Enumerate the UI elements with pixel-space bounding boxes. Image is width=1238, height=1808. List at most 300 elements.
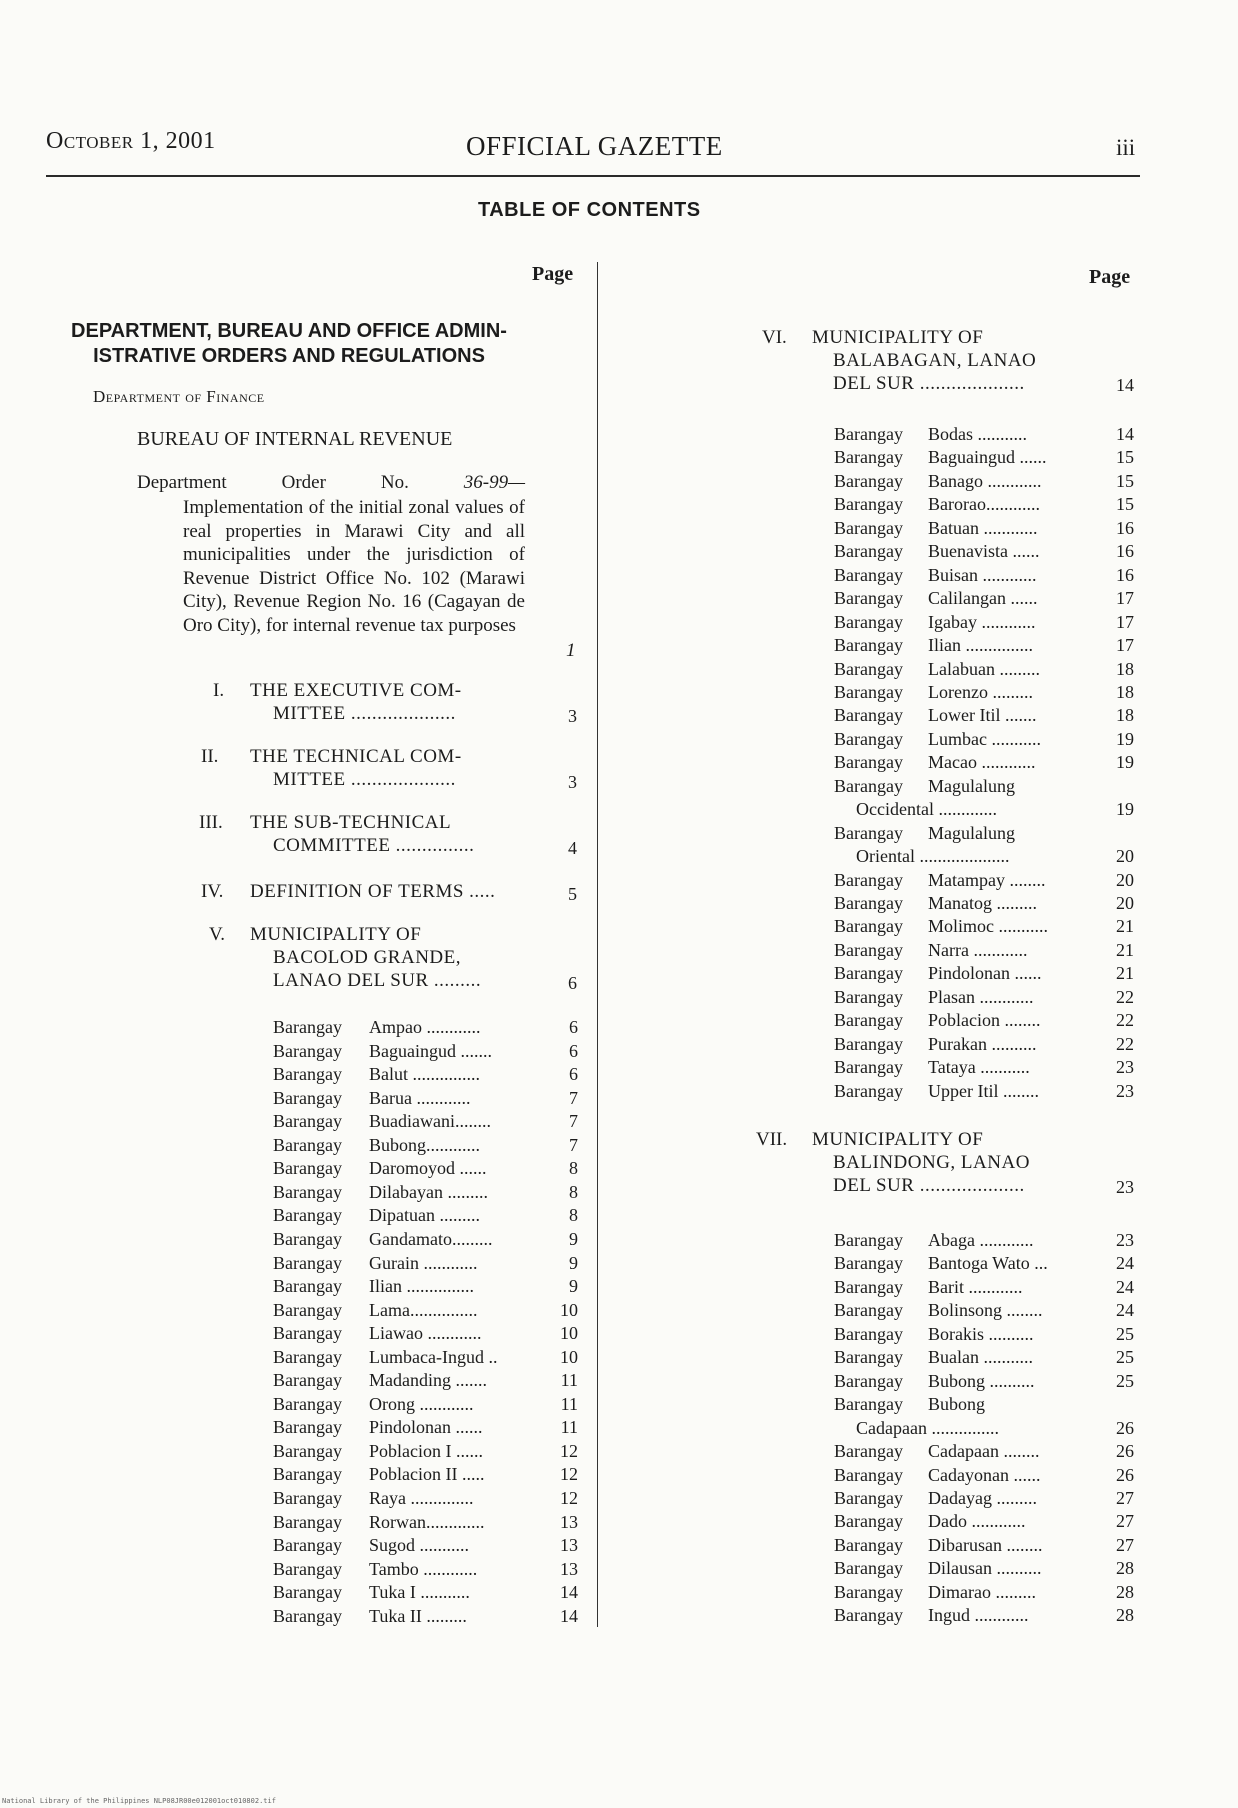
barangay-name: Bubong: [928, 1394, 986, 1415]
barangay-page: 9: [569, 1228, 578, 1249]
barangay-name-cont: Oriental ....................: [856, 846, 1010, 867]
barangay-word: Barangay: [273, 1370, 342, 1391]
section-title-line: BALABAGAN, LANAO: [833, 350, 1037, 371]
left-barangay-row: [273, 1487, 580, 1510]
item-numeral: II.: [201, 746, 219, 767]
barangay-word: Barangay: [834, 1276, 903, 1297]
barangay-word: Barangay: [834, 939, 903, 960]
barangay-page: 26: [1116, 1441, 1134, 1462]
barangay-word: Barangay: [834, 470, 903, 491]
barangay-word: Barangay: [834, 1511, 903, 1532]
barangay-word: Barangay: [834, 775, 903, 796]
balindong-barangay-row: [834, 1487, 1136, 1510]
barangay-name: Lalabuan .........: [928, 658, 1040, 679]
barangay-name: Dipatuan .........: [369, 1205, 480, 1226]
barangay-word: Barangay: [834, 517, 903, 538]
barangay-name: Dilausan ..........: [928, 1558, 1042, 1579]
barangay-page: 20: [1116, 869, 1134, 890]
barangay-name: Barit ............: [928, 1276, 1023, 1297]
barangay-page: 22: [1116, 1010, 1134, 1031]
barangay-word: Barangay: [834, 1010, 903, 1031]
toc-title: TABLE OF CONTENTS: [478, 199, 701, 221]
bureau-name: BUREAU OF INTERNAL REVENUE: [137, 428, 453, 450]
barangay-page: 7: [569, 1087, 578, 1108]
barangay-word: Barangay: [834, 1581, 903, 1602]
barangay-page: 24: [1116, 1253, 1134, 1274]
balabagan-barangay-row: [834, 540, 1136, 563]
barangay-name: Ampao ............: [369, 1017, 481, 1037]
item-title-line: MITTEE ....................: [273, 703, 456, 724]
barangay-name: Purakan ..........: [928, 1033, 1037, 1054]
barangay-name: Dadayag .........: [928, 1487, 1037, 1508]
barangay-word: Barangay: [273, 1181, 342, 1202]
balabagan-barangay-row: [834, 986, 1136, 1009]
balabagan-barangay-row: [834, 658, 1136, 681]
barangay-word: Barangay: [834, 728, 903, 749]
barangay-name: Bubong ..........: [928, 1370, 1035, 1391]
balabagan-barangay-row: [834, 634, 1136, 657]
barangay-word: Barangay: [834, 752, 903, 773]
scan-footer: National Library of the Philippines NLP08JR00e012001oct010802.tif: [2, 1797, 276, 1805]
balabagan-barangay-row: [834, 751, 1136, 774]
barangay-page: 28: [1116, 1581, 1134, 1602]
barangay-word: Barangay: [273, 1276, 342, 1297]
barangay-word: Barangay: [834, 986, 903, 1007]
item-title-line: DEFINITION OF TERMS .....: [250, 881, 496, 902]
barangay-word: Barangay: [834, 1253, 903, 1274]
barangay-word: Barangay: [834, 494, 903, 515]
barangay-page: 10: [560, 1323, 578, 1344]
barangay-word: Barangay: [834, 1033, 903, 1054]
barangay-name: Calilangan ......: [928, 588, 1038, 609]
barangay-page: 27: [1116, 1511, 1134, 1532]
left-barangay-row: [273, 1463, 580, 1486]
left-barangay-row: [273, 1393, 580, 1416]
item-page: 4: [568, 838, 577, 858]
balindong-barangay-row: [834, 1557, 1136, 1580]
balabagan-barangay-row: [834, 587, 1136, 610]
barangay-word: Barangay: [273, 1205, 342, 1226]
header-rule: [46, 175, 1140, 177]
barangay-name: Pindolonan ......: [369, 1417, 483, 1438]
barangay-name: Baguaingud .......: [369, 1040, 492, 1061]
balabagan-barangay-row: [834, 939, 1136, 962]
barangay-name: Lorenzo .........: [928, 681, 1033, 702]
barangay-word: Barangay: [834, 1057, 903, 1078]
barangay-word: Barangay: [273, 1511, 342, 1532]
barangay-name: Molimoc ...........: [928, 916, 1048, 937]
balabagan-barangay-row: [834, 423, 1136, 446]
barangay-name: Narra ............: [928, 939, 1028, 960]
barangay-name: Borakis ..........: [928, 1323, 1034, 1344]
barangay-word: Barangay: [834, 1323, 903, 1344]
barangay-page: 13: [560, 1511, 578, 1532]
barangay-name: Bolinsong ........: [928, 1300, 1043, 1321]
barangay-word: Barangay: [273, 1346, 342, 1367]
barangay-name: Magulalung: [928, 822, 1015, 843]
barangay-name: Rorwan.............: [369, 1511, 485, 1532]
barangay-page: 17: [1116, 611, 1134, 632]
order-title-line: [137, 472, 525, 494]
barangay-page: 23: [1116, 1057, 1134, 1078]
barangay-page: 16: [1116, 517, 1134, 538]
barangay-name: Buadiawani........: [369, 1111, 491, 1132]
left-barangay-row: [273, 1416, 580, 1439]
item-title-line: COMMITTEE ...............: [273, 835, 475, 856]
balabagan-barangay-row: [834, 775, 1136, 798]
barangay-word: Barangay: [273, 1040, 342, 1061]
barangay-word: Barangay: [273, 1087, 342, 1108]
barangay-page: 11: [560, 1417, 578, 1438]
item-numeral: I.: [213, 680, 225, 701]
balabagan-barangay-row: [834, 446, 1136, 469]
barangay-word: Barangay: [273, 1417, 342, 1438]
barangay-name: Pindolonan ......: [928, 963, 1042, 984]
barangay-name: Cadayonan ......: [928, 1464, 1041, 1485]
barangay-name: Dibarusan ........: [928, 1534, 1043, 1555]
barangay-name: Cadapaan ........: [928, 1441, 1040, 1462]
barangay-word: Barangay: [834, 1534, 903, 1555]
barangay-page: 21: [1116, 916, 1134, 937]
section-page: 23: [1116, 1177, 1134, 1197]
balindong-barangay-row: [834, 1276, 1136, 1299]
barangay-name-cont: Cadapaan ...............: [856, 1417, 999, 1438]
barangay-name: Liawao ............: [369, 1323, 482, 1344]
barangay-word: Barangay: [273, 1488, 342, 1508]
left-barangay-row: [273, 1558, 580, 1581]
barangay-name: Tuka I ...........: [369, 1582, 470, 1603]
left-barangay-row: [273, 1040, 580, 1063]
barangay-name: Ilian ...............: [369, 1276, 474, 1297]
barangay-page: 8: [569, 1181, 578, 1202]
left-barangay-row: [273, 1134, 580, 1157]
barangay-name: Lumbac ...........: [928, 728, 1041, 749]
barangay-name: Daromoyod ......: [369, 1158, 487, 1179]
barangay-page: 9: [569, 1252, 578, 1273]
column-divider: [597, 262, 598, 1627]
barangay-page: 12: [560, 1440, 578, 1461]
balindong-barangay-row: [834, 1464, 1136, 1487]
left-barangay-row: [273, 1581, 580, 1604]
left-barangay-row: [273, 1181, 580, 1204]
left-barangay-row: [273, 1252, 580, 1275]
balabagan-barangay-row: [834, 728, 1136, 751]
barangay-name: Dado ............: [928, 1511, 1026, 1532]
left-barangay-row: [273, 1157, 580, 1180]
barangay-page: 25: [1116, 1323, 1134, 1344]
section-numeral: VII.: [756, 1129, 788, 1150]
barangay-page: 14: [560, 1605, 578, 1626]
balindong-barangay-row: [834, 1510, 1136, 1533]
item-title-line: THE TECHNICAL COM-: [250, 746, 462, 767]
left-barangay-row: [273, 1228, 580, 1251]
barangay-name: Batuan ............: [928, 517, 1038, 538]
barangay-word: Barangay: [834, 1347, 903, 1368]
barangay-word: Barangay: [273, 1299, 342, 1320]
order-description: Implementation of the initial zonal values of real properties in Marawi City and all municipalities under the jurisdiction of Revenue District Office No. 102 (Marawi City), Revenue Region No. 16 (Cagayan de Oro City), for internal revenue tax purposes: [183, 497, 525, 636]
barangay-name: Bantoga Wato ...: [928, 1253, 1048, 1274]
balindong-barangay-row: [834, 1370, 1136, 1393]
balindong-barangay-row: [834, 1604, 1136, 1627]
balabagan-barangay-row: [834, 493, 1136, 516]
balindong-barangay-row: [834, 1299, 1136, 1322]
item-numeral: V.: [209, 924, 226, 945]
balindong-barangay-row: [834, 1252, 1136, 1275]
barangay-name: Ingud ............: [928, 1605, 1029, 1626]
barangay-name: Raya ..............: [369, 1488, 474, 1508]
barangay-page: 6: [569, 1017, 578, 1037]
barangay-word: Barangay: [834, 1230, 903, 1250]
barangay-name: Abaga ............: [928, 1230, 1034, 1250]
barangay-page: 19: [1116, 799, 1134, 820]
barangay-page: 15: [1116, 470, 1134, 491]
barangay-page: 11: [560, 1393, 578, 1414]
balabagan-barangay-row: [834, 892, 1136, 915]
balabagan-barangay-row: [834, 681, 1136, 704]
balindong-barangay-row: [834, 1323, 1136, 1346]
order-word-1: Department: [137, 472, 227, 493]
left-page-label: Page: [532, 263, 574, 285]
item-title-line: THE SUB-TECHNICAL: [250, 812, 452, 833]
barangay-page: 21: [1116, 963, 1134, 984]
barangay-word: Barangay: [273, 1464, 342, 1485]
barangay-name: Buenavista ......: [928, 541, 1040, 562]
left-barangay-row: [273, 1087, 580, 1110]
item-page: 3: [568, 772, 577, 792]
barangay-page: 22: [1116, 1033, 1134, 1054]
barangay-page: 20: [1116, 893, 1134, 913]
balabagan-barangay-row: [834, 1080, 1136, 1103]
balabagan-barangay-row: [834, 470, 1136, 493]
barangay-word: Barangay: [834, 564, 903, 585]
barangay-name: Orong ............: [369, 1393, 474, 1414]
barangay-page: 28: [1116, 1558, 1134, 1579]
balindong-barangay-row-cont: [834, 1417, 1136, 1440]
barangay-name: Lama...............: [369, 1299, 478, 1320]
barangay-name: Balut ...............: [369, 1064, 480, 1085]
section-title-line: BALINDONG, LANAO: [833, 1152, 1030, 1173]
left-barangay-row: [273, 1275, 580, 1298]
balindong-barangay-row: [834, 1229, 1136, 1252]
balabagan-barangay-row: [834, 611, 1136, 634]
section-heading: DEPARTMENT, BUREAU AND OFFICE ADMIN-ISTRATIVE ORDERS AND REGULATIONS: [71, 320, 507, 367]
barangay-word: Barangay: [834, 541, 903, 562]
left-barangay-row: [273, 1534, 580, 1557]
balabagan-barangay-row-cont: [834, 845, 1136, 868]
balabagan-barangay-row: [834, 915, 1136, 938]
barangay-word: Barangay: [834, 963, 903, 984]
section-title-line: MUNICIPALITY OF: [812, 327, 984, 348]
balabagan-barangay-row: [834, 1009, 1136, 1032]
barangay-word: Barangay: [834, 635, 903, 656]
balabagan-barangay-row-cont: [834, 798, 1136, 821]
department-name: Department of Finance: [93, 387, 265, 406]
barangay-name: Matampay ........: [928, 869, 1046, 890]
barangay-word: Barangay: [273, 1535, 342, 1556]
barangay-page: 10: [560, 1346, 578, 1367]
barangay-word: Barangay: [834, 822, 903, 843]
order-number: 36-99—: [463, 472, 525, 493]
balabagan-barangay-row: [834, 564, 1136, 587]
barangay-page: 7: [569, 1111, 578, 1132]
right-page-label: Page: [1089, 266, 1131, 288]
barangay-word: Barangay: [273, 1252, 342, 1273]
barangay-page: 25: [1116, 1347, 1134, 1368]
item-title-line: BACOLOD GRANDE,: [273, 947, 461, 968]
barangay-page: 19: [1116, 728, 1134, 749]
barangay-word: Barangay: [834, 424, 903, 444]
barangay-name: Magulalung: [928, 775, 1015, 796]
barangay-page: 27: [1116, 1534, 1134, 1555]
barangay-word: Barangay: [273, 1440, 342, 1461]
left-barangay-row: [273, 1016, 580, 1039]
barangay-page: 26: [1116, 1464, 1134, 1485]
barangay-name: Madanding .......: [369, 1370, 487, 1391]
left-barangay-row: [273, 1299, 580, 1322]
barangay-name: Bodas ...........: [928, 424, 1027, 444]
barangay-page: 28: [1116, 1605, 1134, 1626]
barangay-name: Lower Itil .......: [928, 705, 1037, 726]
barangay-name: Upper Itil ........: [928, 1080, 1039, 1101]
barangay-word: Barangay: [834, 1558, 903, 1579]
barangay-page: 14: [560, 1582, 578, 1603]
barangay-word: Barangay: [834, 1605, 903, 1626]
barangay-page: 17: [1116, 635, 1134, 656]
balindong-barangay-row: [834, 1393, 1136, 1416]
barangay-word: Barangay: [834, 447, 903, 468]
barangay-page: 8: [569, 1158, 578, 1179]
balabagan-barangay-row: [834, 1056, 1136, 1079]
barangay-page: 23: [1116, 1230, 1134, 1250]
barangay-word: Barangay: [834, 588, 903, 609]
barangay-page: 6: [569, 1040, 578, 1061]
barangay-word: Barangay: [273, 1158, 342, 1179]
section-numeral: VI.: [762, 327, 787, 348]
barangay-name: Poblacion II .....: [369, 1464, 485, 1485]
barangay-page: 13: [560, 1535, 578, 1556]
item-numeral: IV.: [201, 881, 224, 902]
barangay-word: Barangay: [834, 611, 903, 632]
barangay-page: 21: [1116, 939, 1134, 960]
barangay-page: 8: [569, 1205, 578, 1226]
barangay-word: Barangay: [273, 1605, 342, 1626]
balabagan-barangay-row: [834, 1033, 1136, 1056]
item-page: 3: [568, 706, 577, 726]
barangay-word: Barangay: [273, 1582, 342, 1603]
barangay-page: 18: [1116, 658, 1134, 679]
left-barangay-row: [273, 1346, 580, 1369]
barangay-page: 12: [560, 1488, 578, 1508]
barangay-name: Igabay ............: [928, 611, 1036, 632]
left-barangay-row: [273, 1063, 580, 1086]
item-title-line: MITTEE ....................: [273, 769, 456, 790]
barangay-word: Barangay: [834, 705, 903, 726]
balabagan-barangay-row: [834, 822, 1136, 845]
section-title-line: DEL SUR ....................: [833, 373, 1025, 394]
barangay-word: Barangay: [834, 1080, 903, 1101]
barangay-word: Barangay: [273, 1134, 342, 1155]
barangay-page: 6: [569, 1064, 578, 1085]
item-title-line: LANAO DEL SUR .........: [273, 970, 482, 991]
barangay-page: 10: [560, 1299, 578, 1320]
barangay-word: Barangay: [834, 893, 903, 913]
barangay-word: Barangay: [273, 1558, 342, 1579]
balabagan-barangay-row: [834, 517, 1136, 540]
item-page: 5: [568, 884, 577, 904]
barangay-page: 24: [1116, 1300, 1134, 1321]
publication-title: OFFICIAL GAZETTE: [466, 131, 723, 161]
barangay-word: Barangay: [834, 1370, 903, 1391]
barangay-name: Poblacion ........: [928, 1010, 1041, 1031]
barangay-page: 15: [1116, 447, 1134, 468]
barangay-name: Baguaingud ......: [928, 447, 1047, 468]
barangay-word: Barangay: [273, 1064, 342, 1085]
barangay-page: 14: [1116, 424, 1134, 444]
barangay-page: 13: [560, 1558, 578, 1579]
left-barangay-row: [273, 1605, 580, 1628]
barangay-name: Dilabayan .........: [369, 1181, 488, 1202]
balabagan-barangay-row: [834, 704, 1136, 727]
left-barangay-row: [273, 1204, 580, 1227]
left-barangay-row: [273, 1110, 580, 1133]
section-title-line: MUNICIPALITY OF: [812, 1129, 984, 1150]
barangay-page: 7: [569, 1134, 578, 1155]
barangay-name: Ilian ...............: [928, 635, 1033, 656]
barangay-name: Tataya ...........: [928, 1057, 1030, 1078]
left-barangay-row: [273, 1440, 580, 1463]
barangay-page: 15: [1116, 494, 1134, 515]
barangay-name: Bualan ...........: [928, 1347, 1033, 1368]
header-date: October 1, 2001: [46, 128, 216, 154]
barangay-page: 25: [1116, 1370, 1134, 1391]
barangay-name: Lumbaca-Ingud ..: [369, 1346, 498, 1367]
balindong-barangay-row: [834, 1581, 1136, 1604]
left-barangay-row: [273, 1322, 580, 1345]
barangay-word: Barangay: [273, 1017, 342, 1037]
barangay-page: 27: [1116, 1487, 1134, 1508]
barangay-word: Barangay: [834, 1464, 903, 1485]
balabagan-barangay-row: [834, 869, 1136, 892]
barangay-page: 11: [560, 1370, 578, 1391]
item-page: 6: [568, 973, 577, 993]
barangay-word: Barangay: [273, 1393, 342, 1414]
order-word-3: No.: [380, 472, 409, 493]
item-numeral: III.: [199, 812, 223, 833]
barangay-name: Barua ............: [369, 1087, 471, 1108]
barangay-page: 12: [560, 1464, 578, 1485]
barangay-page: 9: [569, 1276, 578, 1297]
barangay-word: Barangay: [834, 916, 903, 937]
barangay-page: 16: [1116, 541, 1134, 562]
barangay-word: Barangay: [834, 1394, 903, 1415]
left-barangay-row: [273, 1369, 580, 1392]
item-title-line: MUNICIPALITY OF: [250, 924, 422, 945]
balindong-barangay-row: [834, 1440, 1136, 1463]
barangay-page: 17: [1116, 588, 1134, 609]
barangay-page: 24: [1116, 1276, 1134, 1297]
barangay-name: Tuka II .........: [369, 1605, 467, 1626]
barangay-page: 22: [1116, 986, 1134, 1007]
barangay-page: 20: [1116, 846, 1134, 867]
barangay-name: Tambo ............: [369, 1558, 478, 1579]
barangay-word: Barangay: [834, 869, 903, 890]
barangay-name: Plasan ............: [928, 986, 1034, 1007]
header-page-number: iii: [1116, 135, 1136, 160]
barangay-word: Barangay: [834, 1300, 903, 1321]
barangay-name: Banago ............: [928, 470, 1042, 491]
balindong-barangay-row: [834, 1346, 1136, 1369]
barangay-name-cont: Occidental .............: [856, 799, 997, 820]
